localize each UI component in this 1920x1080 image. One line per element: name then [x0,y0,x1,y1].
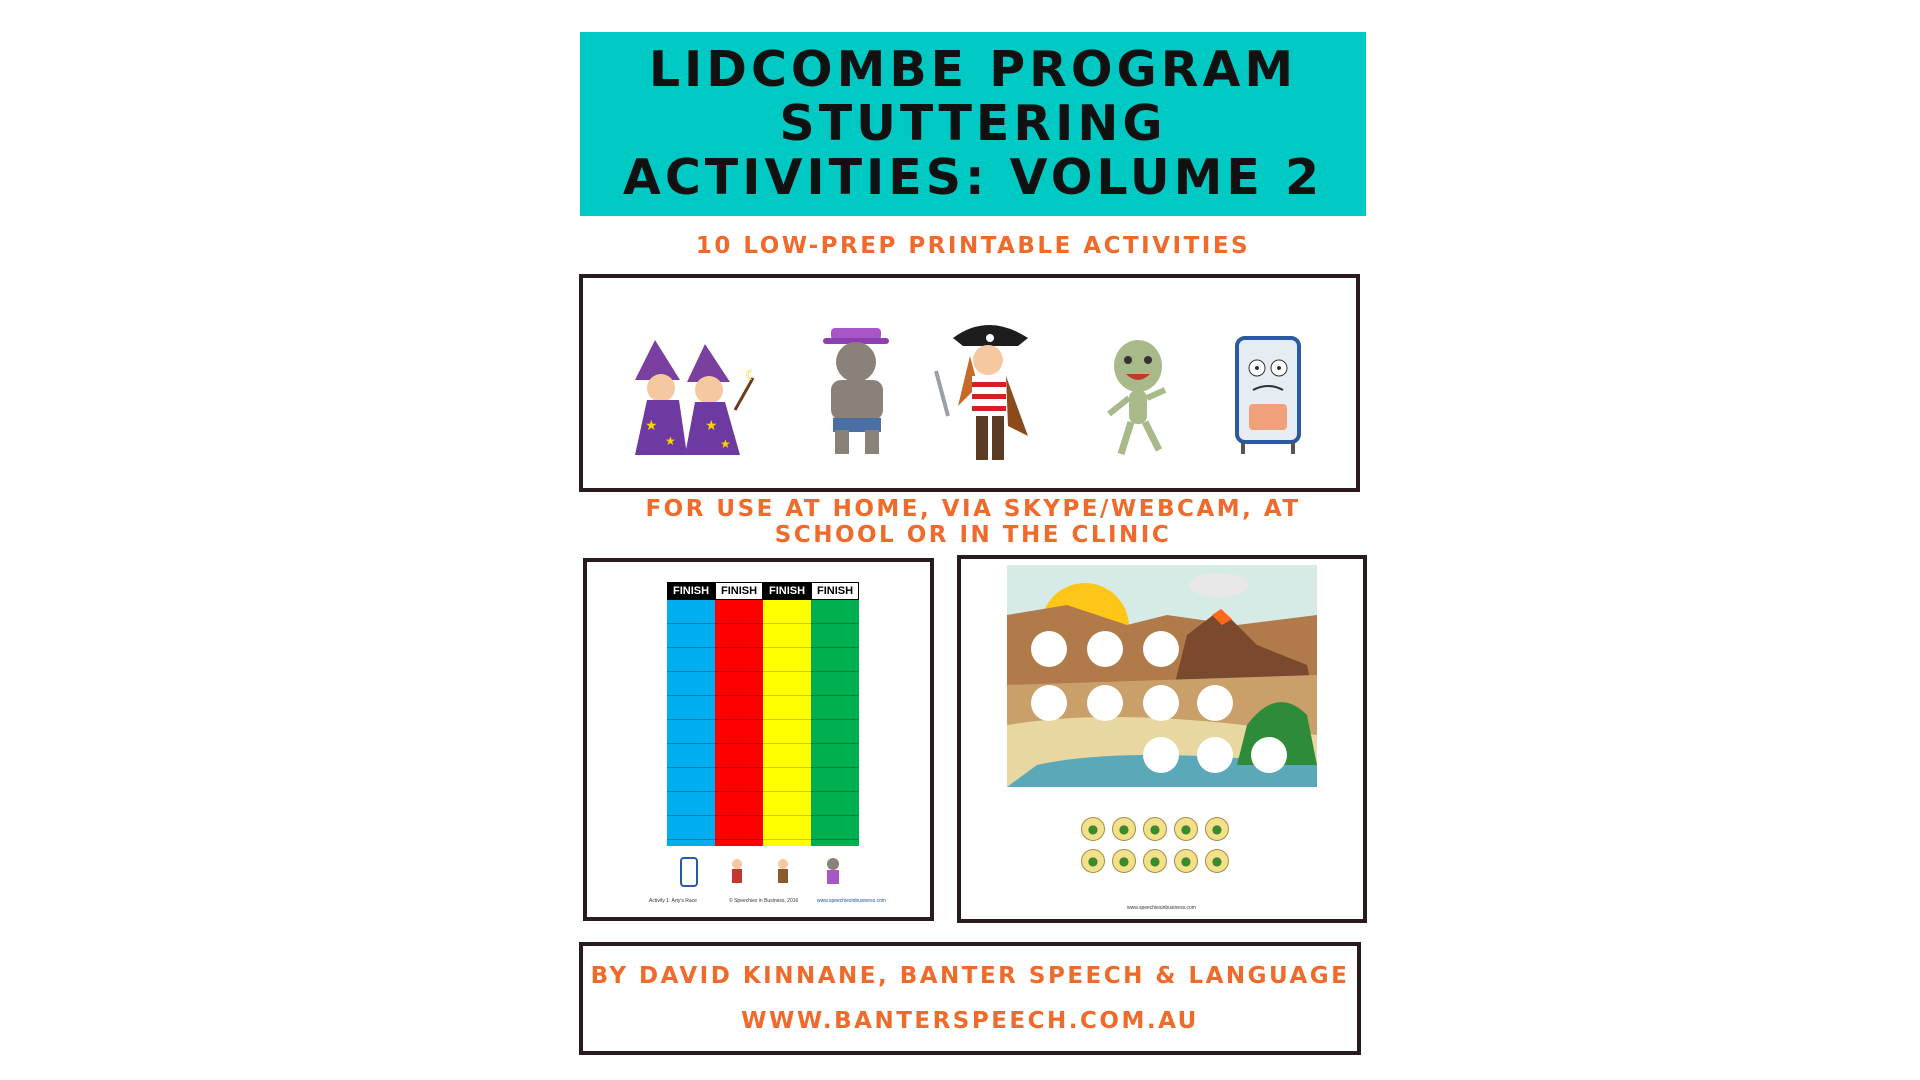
race-lane-green [811,600,859,846]
race-footer-left: Activity 1: Arty's Race [649,898,697,904]
race-lane-blue [667,600,715,846]
dino-token-icon[interactable]: ● [1143,817,1167,841]
svg-text:★: ★ [645,418,658,434]
race-board-panel [583,558,934,921]
green-alien-illustration [1093,330,1183,460]
usage-text [580,496,1366,548]
dino-token-icon[interactable]: ● [1174,849,1198,873]
sticker-circles [1007,565,1317,787]
dino-token-icon[interactable]: ● [1174,817,1198,841]
pirate-racer-icon [732,859,742,869]
subtitle: 10 LOW-PREP PRINTABLE ACTIVITIES [695,233,1251,259]
sticker-spot[interactable] [1143,685,1179,721]
race-board [667,582,861,852]
finish-label-3: FINISH [763,582,811,600]
finish-label-2: FINISH [715,582,763,600]
race-racers [675,854,875,890]
dino-token-icon[interactable]: ● [1205,817,1229,841]
race-lane-red [715,600,763,846]
website-link[interactable]: WWW.BANTERSPEECH.COM.AU [741,1008,1199,1034]
sticker-spot[interactable] [1031,631,1067,667]
sticker-spot[interactable] [1197,737,1233,773]
title-line-3: ACTIVITIES: VOLUME 2 [622,149,1324,206]
svg-text:★: ★ [665,434,676,448]
sticker-spot[interactable] [1087,685,1123,721]
rock-racer-icon [827,858,839,870]
title-line-1: LIDCOMBE PROGRAM [648,41,1298,98]
pirate-girl-illustration [928,316,1048,466]
author-credit: BY DAVID KINNANE, BANTER SPEECH & LANGUAGE [590,963,1350,989]
svg-text:☾: ☾ [745,368,758,384]
characters-panel [579,274,1360,492]
sticker-spot[interactable] [1197,685,1233,721]
race-footer-mid: © Speechies in Business, 2016 [729,898,799,904]
dino-token-icon[interactable]: ● [1081,817,1105,841]
rock-man-illustration [803,320,913,460]
usage-line-2: SCHOOL OR IN THE CLINIC [774,522,1172,548]
dino-token-icon[interactable]: ● [1081,849,1105,873]
dino-token-icon[interactable]: ● [1143,849,1167,873]
race-lane-yellow [763,600,811,846]
finish-label-1: FINISH [667,582,715,600]
robot-phone-illustration [1223,330,1313,460]
sticker-spot[interactable] [1087,631,1123,667]
boy-racer-icon [778,859,788,869]
wizard-twins-illustration [625,330,765,460]
usage-line-1: FOR USE AT HOME, VIA SKYPE/WEBCAM, AT [645,496,1301,522]
svg-text:★: ★ [720,437,731,451]
race-footer-right[interactable]: www.speechiesinbusiness.com [817,898,886,904]
credits-panel [579,942,1361,1055]
dino-token-icon[interactable]: ● [1112,817,1136,841]
sticker-spot[interactable] [1143,737,1179,773]
dino-token-icon[interactable]: ● [1112,849,1136,873]
sticker-spot[interactable] [1031,685,1067,721]
sticker-spot[interactable] [1251,737,1287,773]
dino-tokens [1081,817,1241,883]
title-line-2: STUTTERING [779,95,1167,152]
title-banner [580,32,1366,216]
finish-label-4: FINISH [811,582,859,600]
sticker-footer: www.speechiesinbusiness.com [1127,905,1196,911]
dino-token-icon[interactable]: ● [1205,849,1229,873]
robot-racer-icon [681,858,697,886]
sticker-board-panel [957,555,1367,923]
sticker-spot[interactable] [1143,631,1179,667]
svg-text:★: ★ [705,418,718,434]
